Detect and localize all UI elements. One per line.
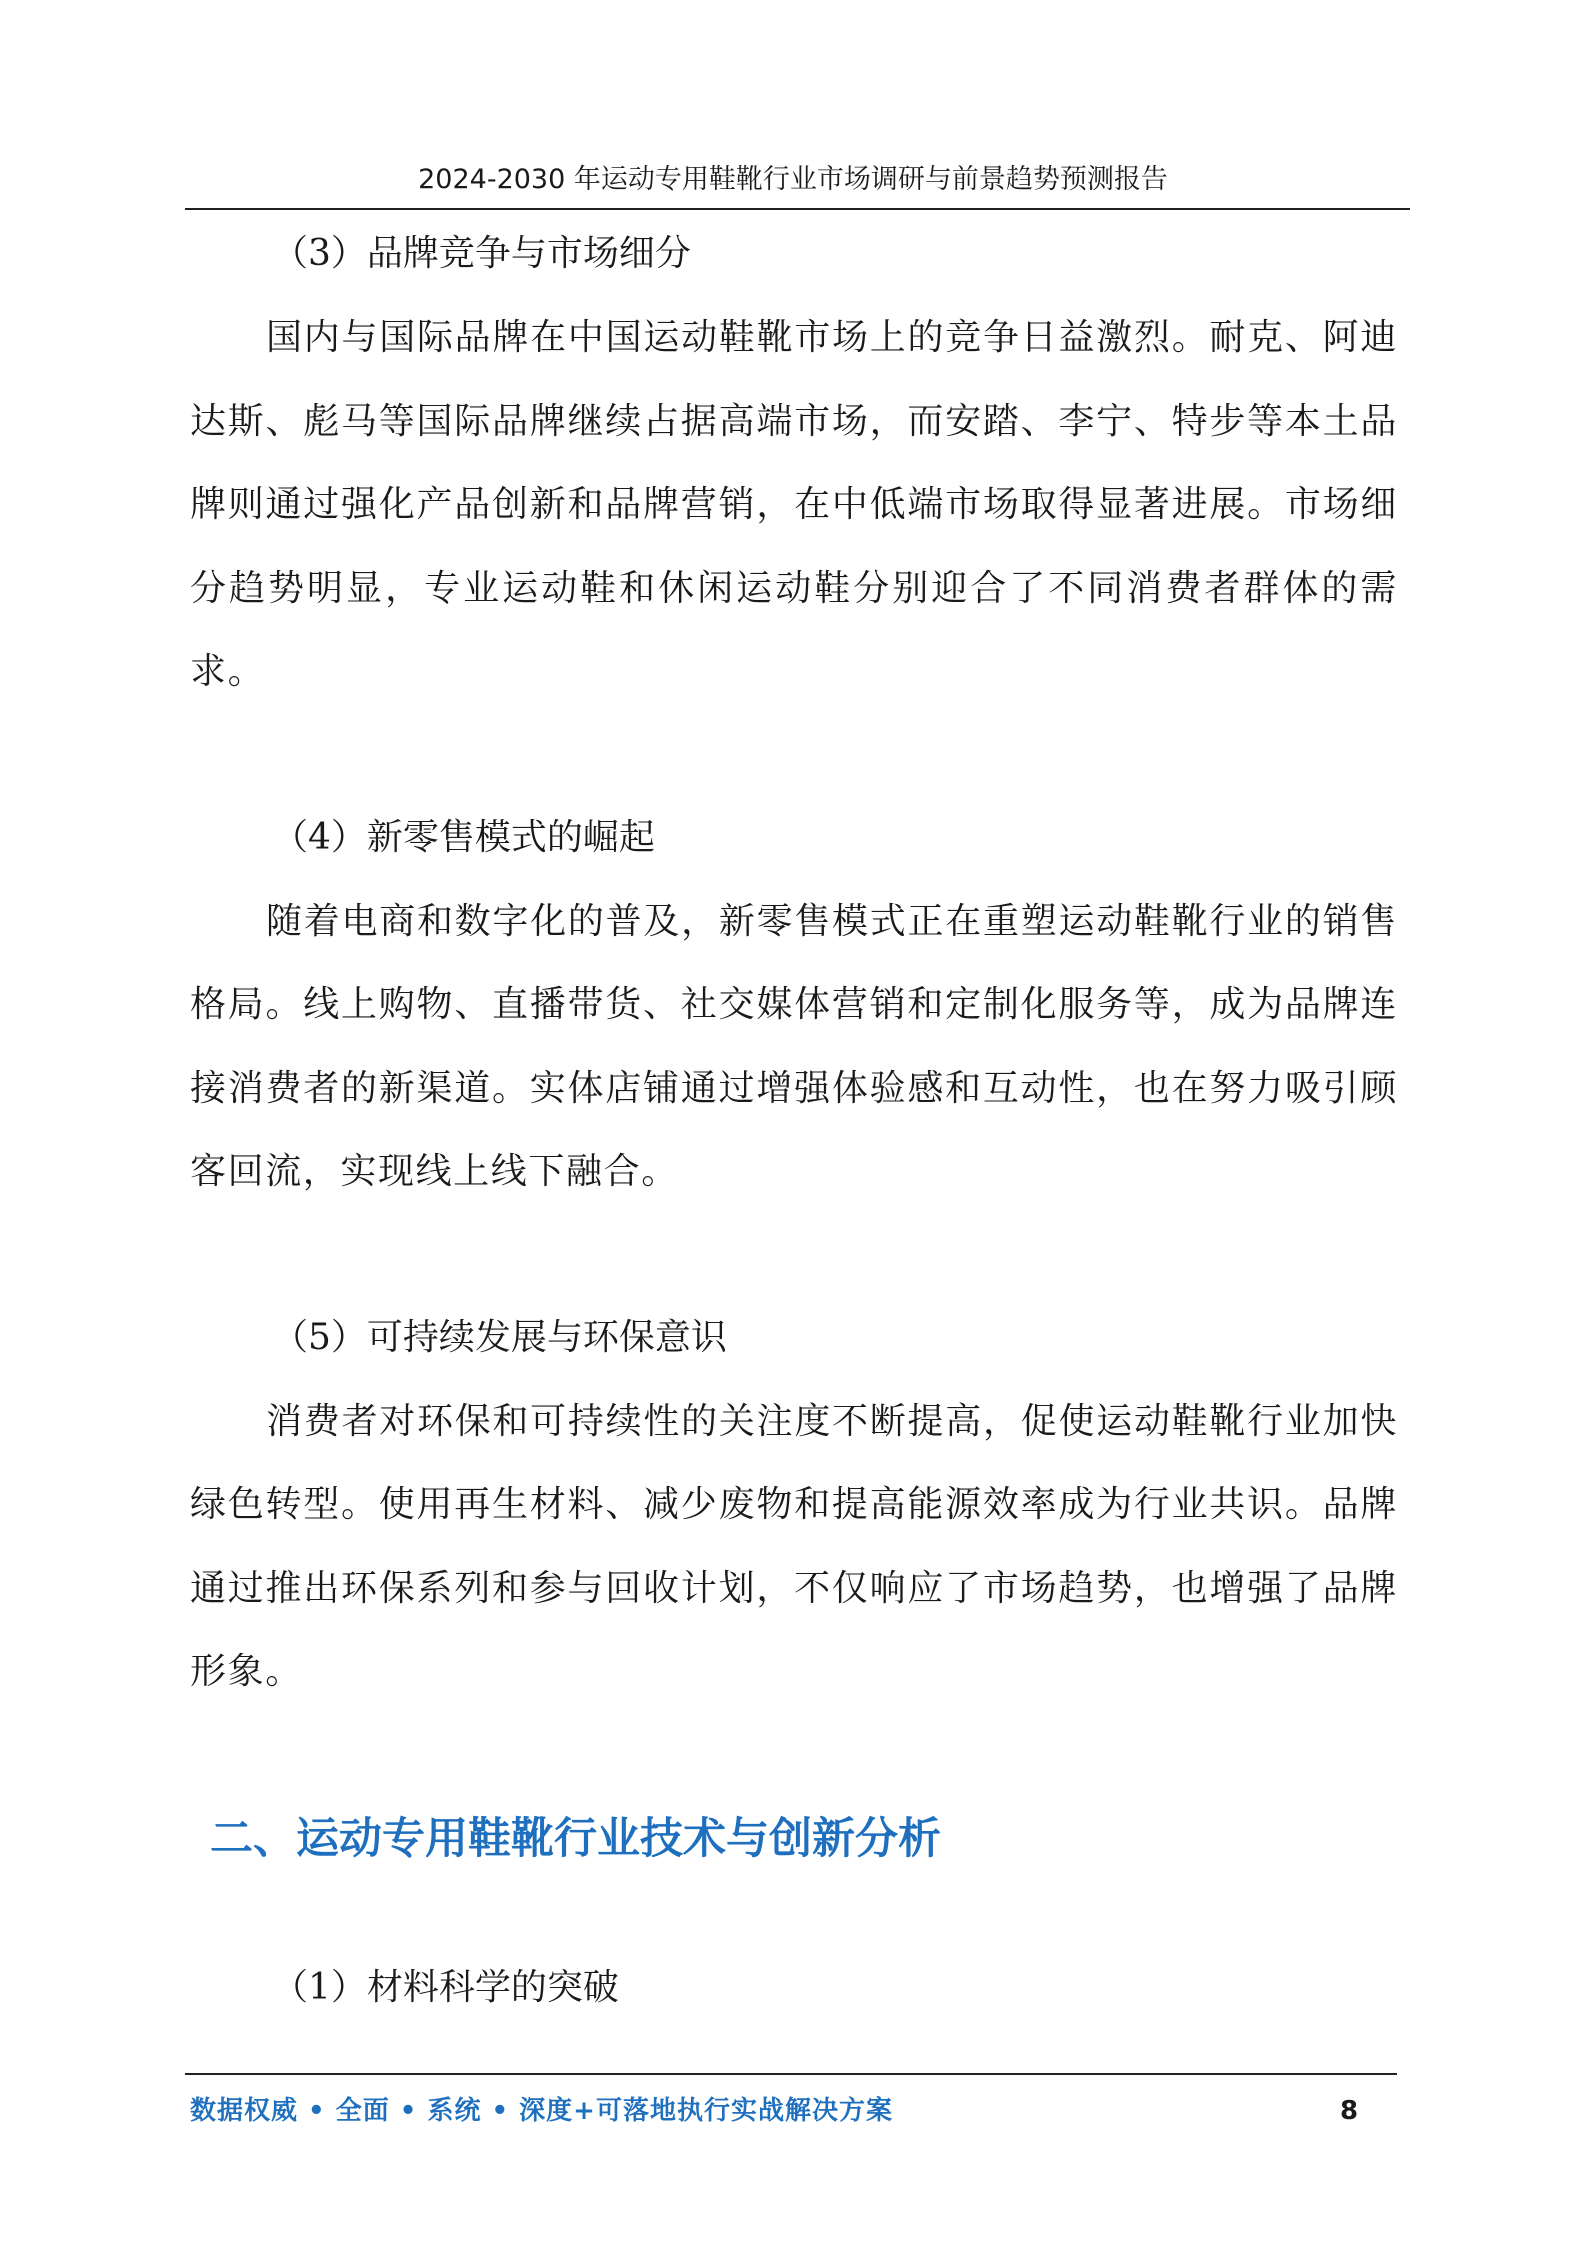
footer-slogan: 数据权威 • 全面 • 系统 • 深度+可落地执行实战解决方案 [190, 2096, 893, 2126]
paragraph-sustainability: 消费者对环保和可持续性的关注度不断提高，促使运动鞋靴行业加快绿色转型。使用再生材料、减少废物和提高能源效率成为行业共识。品牌通过推出环保系列和参与回收计划，不仅响应了市场趋势，也增强了品牌形象。 [190, 1400, 1398, 1692]
subsection-heading-4: （4）新零售模式的崛起 [272, 816, 655, 858]
paragraph-brand-competition: 国内与国际品牌在中国运动鞋靴市场上的竞争日益激烈。耐克、阿迪达斯、彪马等国际品牌继续占据高端市场，而安踏、李宁、特步等本土品牌则通过强化产品创新和品牌营销，在中低端市场取得显著进展。市场细分趋势明显，专业运动鞋和休闲运动鞋分别迎合了不同消费者群体的需求。 [190, 317, 1398, 692]
header-title: 2024-2030 年运动专用鞋靴行业市场调研与前景趋势预测报告 [418, 164, 1168, 195]
page-number: 8 [1340, 2096, 1359, 2126]
subsection-heading-5: （5）可持续发展与环保意识 [272, 1316, 727, 1358]
header-divider [185, 208, 1410, 210]
subsection-heading-materials: （1）材料科学的突破 [272, 1966, 619, 2008]
footer-divider [185, 2073, 1397, 2075]
subsection-heading-3: （3）品牌竞争与市场细分 [272, 233, 691, 274]
page-content [190, 225, 1398, 2017]
chapter-title: 二、运动专用鞋靴行业技术与创新分析 [210, 1813, 941, 1864]
paragraph-new-retail: 随着电商和数字化的普及，新零售模式正在重塑运动鞋靴行业的销售格局。线上购物、直播带货、社交媒体营销和定制化服务等，成为品牌连接消费者的新渠道。实体店铺通过增强体验感和互动性，也在努力吸引顾客回流，实现线上线下融合。 [190, 900, 1398, 1192]
